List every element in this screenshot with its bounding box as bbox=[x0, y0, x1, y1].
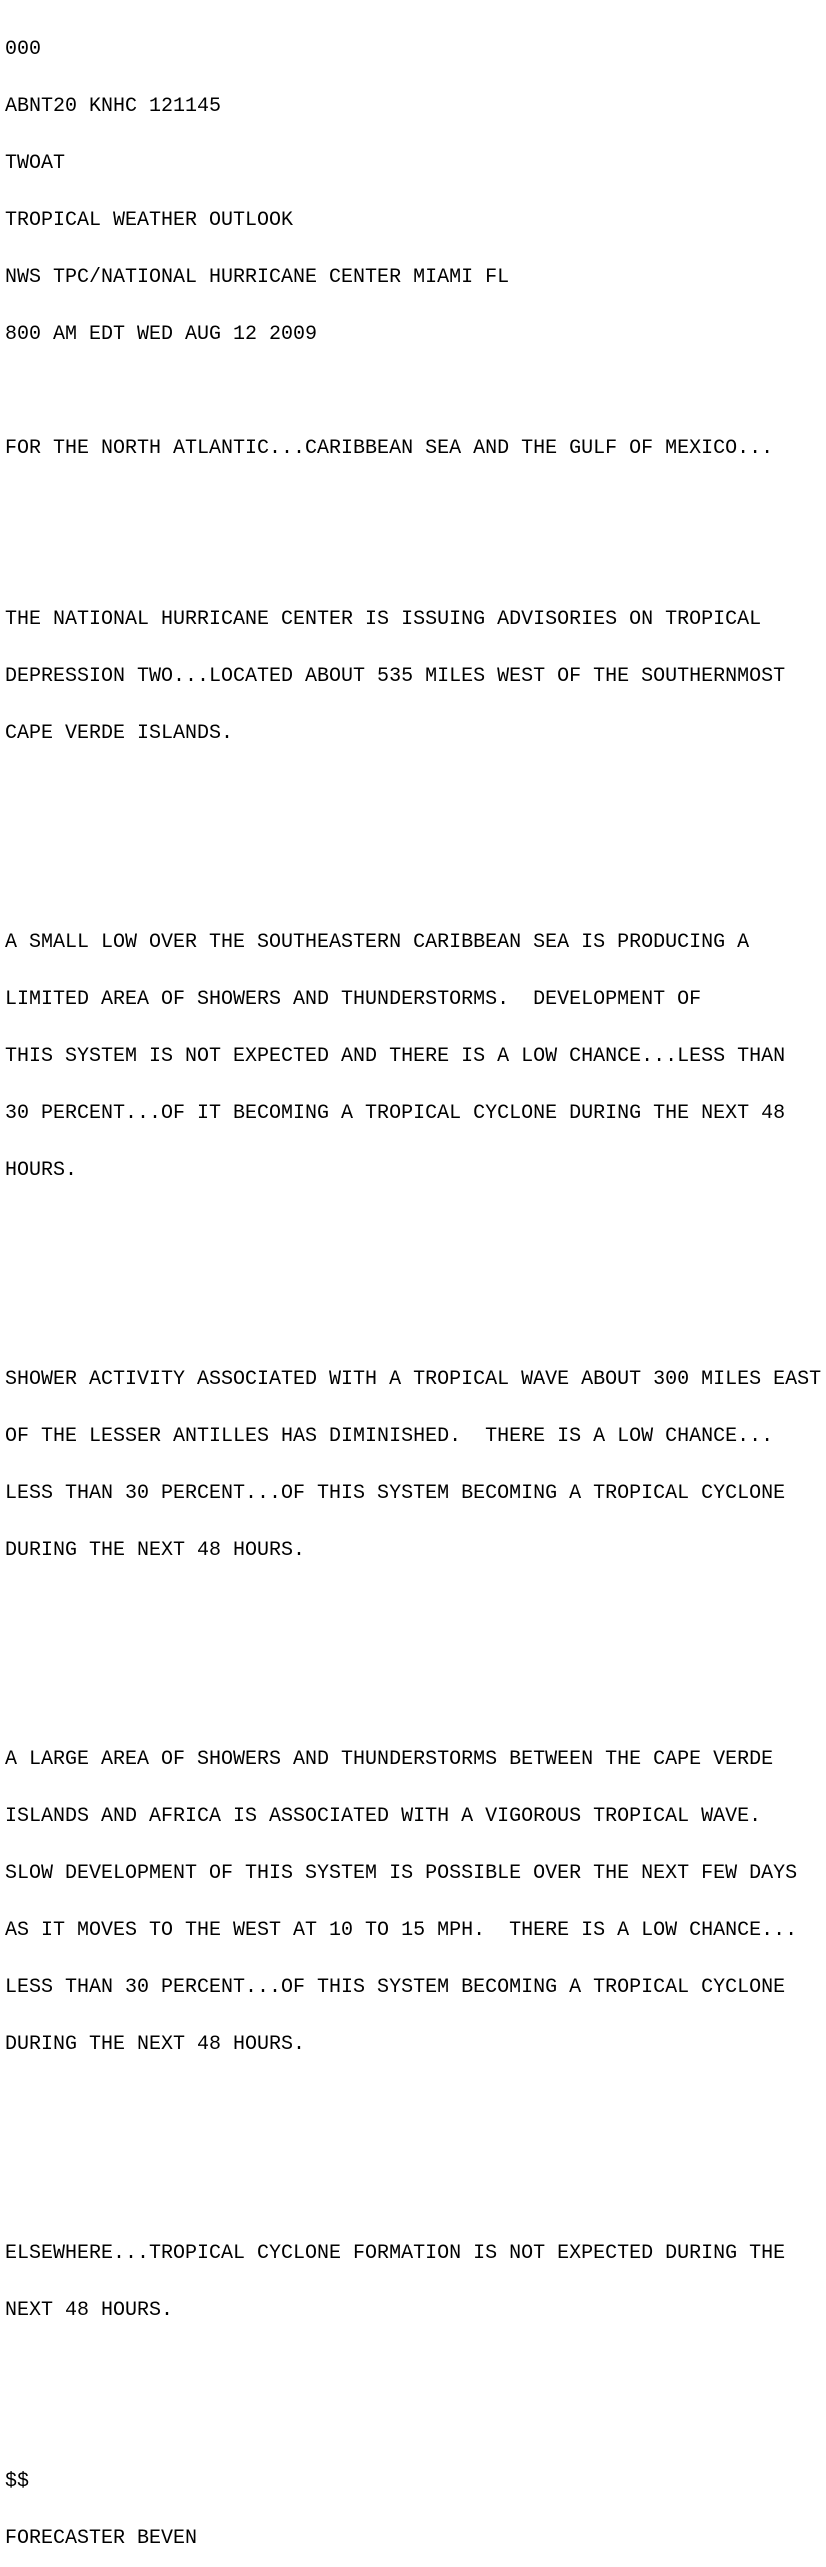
paragraph-line: ISLANDS AND AFRICA IS ASSOCIATED WITH A VIGOROUS TROPICAL WAVE. bbox=[5, 1805, 762, 1828]
paragraph-td-two bbox=[5, 572, 826, 781]
paragraph-caribbean-low bbox=[5, 895, 826, 1218]
paragraph-line: ELSEWHERE...TROPICAL CYCLONE FORMATION IS NOT EXPECTED DURING THE bbox=[5, 2242, 786, 2265]
paragraph-line: A LARGE AREA OF SHOWERS AND THUNDERSTORMS BETWEEN THE CAPE VERDE bbox=[5, 1748, 774, 1771]
paragraph-line: CAPE VERDE ISLANDS. bbox=[5, 722, 234, 745]
paragraph-line: AS IT MOVES TO THE WEST AT 10 TO 15 MPH. THERE IS A LOW CHANCE... bbox=[5, 1919, 798, 1942]
paragraph-line: THIS SYSTEM IS NOT EXPECTED AND THERE IS A LOW CHANCE...LESS THAN bbox=[5, 1045, 786, 1068]
blank-line bbox=[5, 496, 826, 515]
paragraph-line: DURING THE NEXT 48 HOURS. bbox=[5, 2033, 306, 2056]
blank-line bbox=[5, 1256, 826, 1275]
paragraph-line: HOURS. bbox=[5, 1159, 78, 1182]
paragraph-line: SLOW DEVELOPMENT OF THIS SYSTEM IS POSSIBLE OVER THE NEXT FEW DAYS bbox=[5, 1862, 798, 1885]
paragraph-line: LESS THAN 30 PERCENT...OF THIS SYSTEM BECOMING A TROPICAL CYCLONE bbox=[5, 1976, 786, 1999]
blank-line bbox=[5, 2396, 826, 2415]
header-issue-time: 800 AM EDT WED AUG 12 2009 bbox=[5, 323, 318, 346]
header-product-title: TROPICAL WEATHER OUTLOOK bbox=[5, 209, 294, 232]
paragraph-elsewhere bbox=[5, 2206, 826, 2358]
product-terminator: $$ bbox=[5, 2470, 30, 2493]
paragraph-line: A SMALL LOW OVER THE SOUTHEASTERN CARIBBEAN SEA IS PRODUCING A bbox=[5, 931, 750, 954]
paragraph-line: THE NATIONAL HURRICANE CENTER IS ISSUING ADVISORIES ON TROPICAL bbox=[5, 608, 762, 631]
paragraph-line: DURING THE NEXT 48 HOURS. bbox=[5, 1539, 306, 1562]
blank-line bbox=[5, 1636, 826, 1655]
header-wmo-id: ABNT20 KNHC 121145 bbox=[5, 95, 222, 118]
scope-line: FOR THE NORTH ATLANTIC...CARIBBEAN SEA AND THE GULF OF MEXICO... bbox=[5, 437, 774, 460]
paragraph-line: LESS THAN 30 PERCENT...OF THIS SYSTEM BECOMING A TROPICAL CYCLONE bbox=[5, 1482, 786, 1505]
paragraph-line: LIMITED AREA OF SHOWERS AND THUNDERSTORMS. DEVELOPMENT OF bbox=[5, 988, 702, 1011]
paragraph-line: 30 PERCENT...OF IT BECOMING A TROPICAL CYCLONE DURING THE NEXT 48 bbox=[5, 1102, 786, 1125]
header-code: 000 bbox=[5, 38, 42, 61]
header-awips-id: TWOAT bbox=[5, 152, 66, 175]
paragraph-tropical-wave-antilles bbox=[5, 1332, 826, 1598]
blank-line bbox=[5, 819, 826, 838]
paragraph-line: NEXT 48 HOURS. bbox=[5, 2299, 174, 2322]
paragraph-cape-verde-wave bbox=[5, 1712, 826, 2092]
paragraph-line: SHOWER ACTIVITY ASSOCIATED WITH A TROPICAL WAVE ABOUT 300 MILES EAST bbox=[5, 1368, 822, 1391]
forecaster-signature: FORECASTER BEVEN bbox=[5, 2527, 198, 2550]
header-issuing-office: NWS TPC/NATIONAL HURRICANE CENTER MIAMI FL bbox=[5, 266, 510, 289]
blank-line bbox=[5, 2130, 826, 2149]
paragraph-line: DEPRESSION TWO...LOCATED ABOUT 535 MILES WEST OF THE SOUTHERNMOST bbox=[5, 665, 786, 688]
paragraph-line: OF THE LESSER ANTILLES HAS DIMINISHED. THERE IS A LOW CHANCE... bbox=[5, 1425, 774, 1448]
blank-line bbox=[5, 382, 826, 401]
